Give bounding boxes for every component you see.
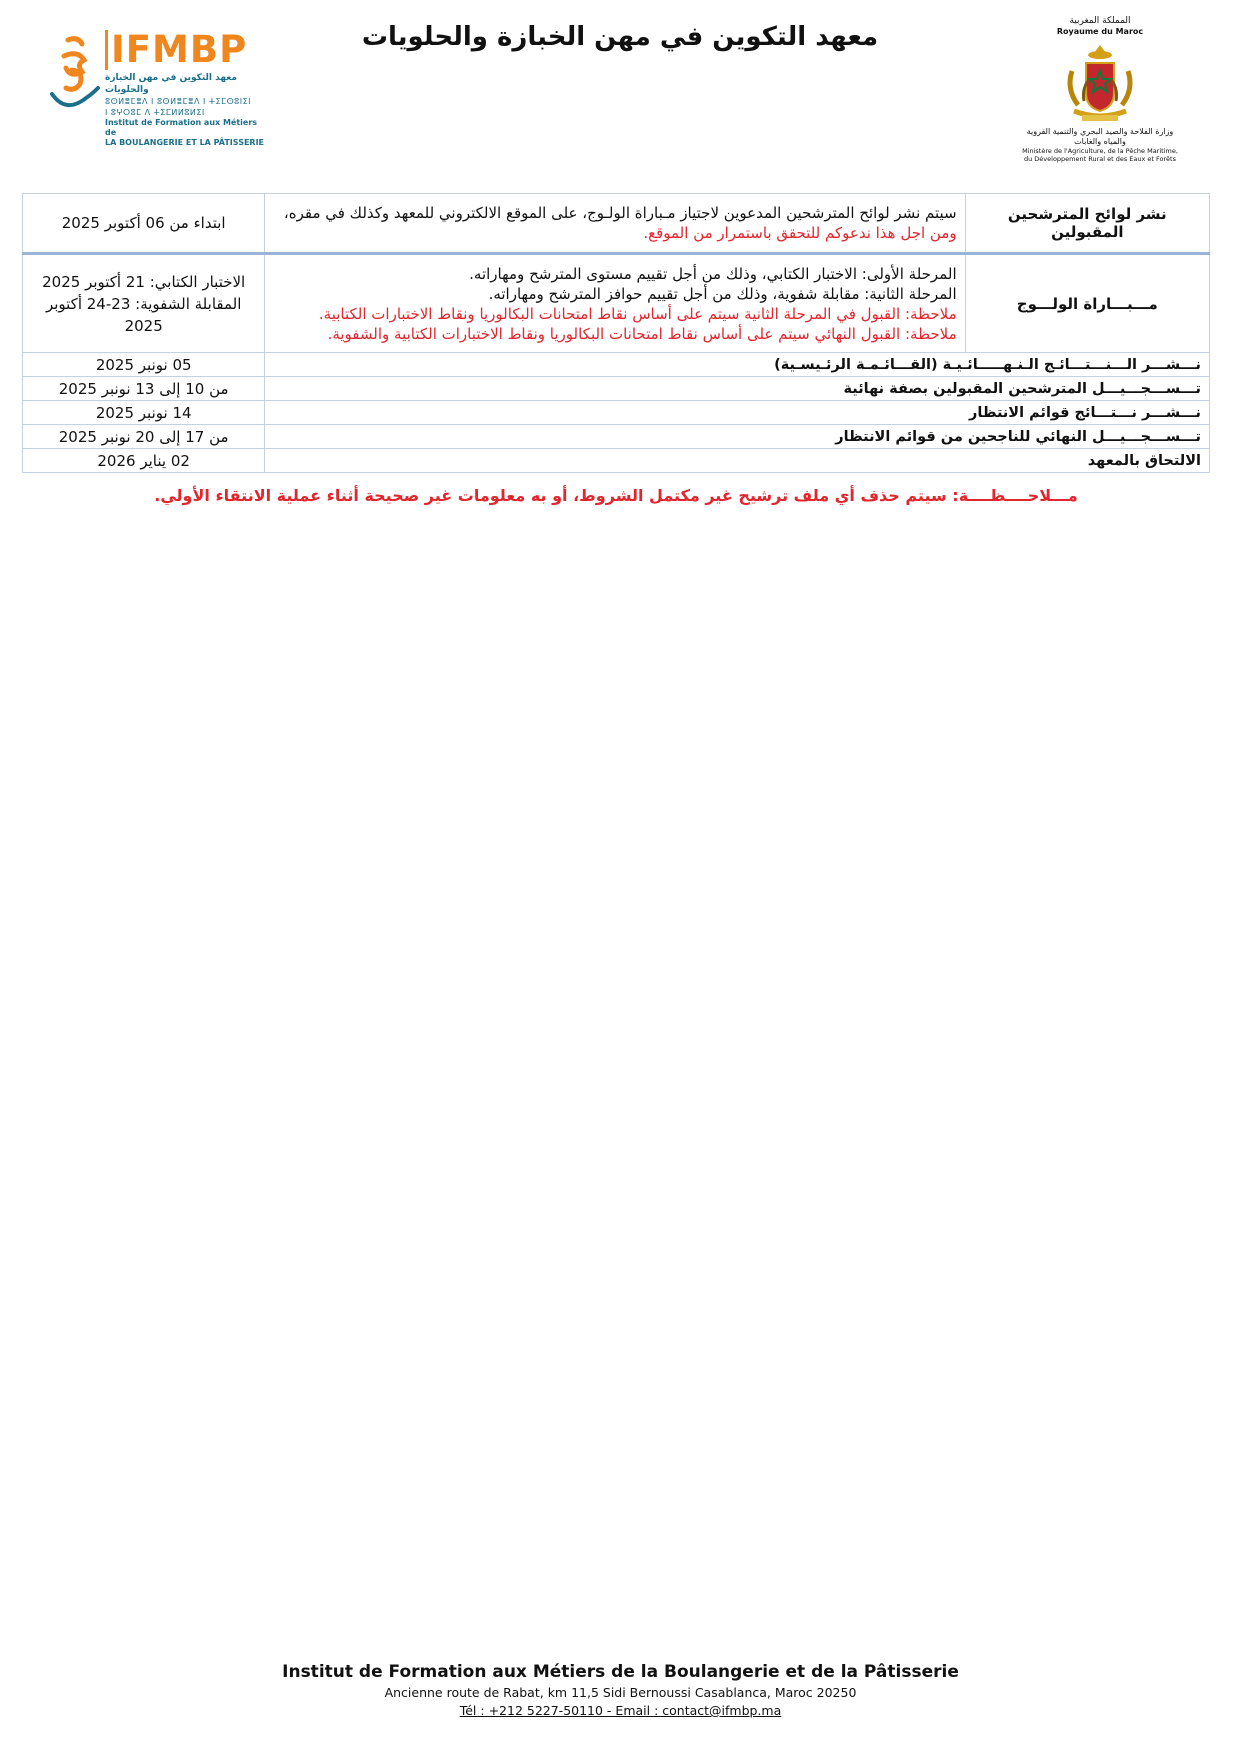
row-desc-publish-lists — [265, 194, 965, 254]
exam-stage-2: المرحلة الثانية: مقابلة شفوية، وذلك من أجل تقييم حوافز المترشح ومهاراته. — [488, 284, 957, 303]
page-title: معهد التكوين في مهن الخبازة والحلويات — [361, 22, 879, 52]
table-row — [23, 449, 1210, 473]
table-row — [23, 353, 1210, 377]
desc-text: سيتم نشر لوائح المترشحين المدعوين لاجتياز مـباراة الولـوج، على الموقع الالكتروني للمعهد وكذلك في مقره، — [283, 204, 957, 222]
admission-schedule-table — [22, 193, 1210, 473]
final-note: مـــلاحــــظــــة: سيتم حذف أي ملف ترشيح غير مكتمل الشروط، أو به معلومات غير صحيحة أثناء عملية الانتقاء الأولي. — [154, 486, 1078, 505]
logo-tifinagh-1: ⵓⵙⵍⴻⵎⴻⴷ ⵏ ⵓⵙⵍⴻⵎⴻⴷ ⵏ ⵜⵉⵎⵙⵓⵏⵉⵏ — [105, 97, 252, 106]
emblem-french-ministry: Ministère de l'Agriculture, de la Pêche Maritime, du Développement Rural et des Eaux et Forêts — [1022, 147, 1178, 163]
footer-contact: Tél : +212 5227-50110 - Email : contact@ifmbp.ma — [459, 1703, 782, 1718]
footer-institute-name: Institut de Formation aux Métiers de la Boulangerie et de la Pâtisserie — [282, 1662, 959, 1682]
row-label-final-results: نـــشـــر الـــنـــتـــائـج الـنـهـــــائـيـة (القـــائـمـة الرئـيسـية) — [265, 353, 1210, 377]
footer-address: Ancienne route de Rabat, km 11,5 Sidi Bernoussi Casablanca, Maroc 20250 — [384, 1685, 857, 1700]
row-label-waitlist-results: نـــشـــر نـــتـــائج قوائم الانتظار — [265, 401, 1210, 425]
table-row — [23, 254, 1210, 353]
emblem-arabic-top: المملكة المغربية — [1069, 16, 1131, 26]
logo-brand: IFMBP — [105, 30, 265, 70]
ministry-emblem — [1020, 16, 1180, 163]
row-date-final-results: 05 نونبر 2025 — [23, 353, 265, 377]
morocco-coat-of-arms-icon — [1058, 41, 1142, 125]
logo-tifinagh-2: ⵏ ⵓⵖⵔⵓⵎ ⴷ ⵜⵉⵎⵍⵍⵓⵍⵉⵏ — [105, 108, 205, 117]
table-row — [23, 401, 1210, 425]
exam-date-written: الاختبار الكتابي: 21 أكتوبر 2025 — [42, 272, 246, 291]
row-label-exam: مـــبـــاراة الولـــوج — [965, 254, 1209, 353]
row-date-exam — [23, 254, 265, 353]
page-header — [0, 0, 1241, 170]
row-desc-exam — [265, 254, 965, 353]
emblem-arabic-ministry: وزارة الفلاحة والصيد البحري والتنمية القروية والمياه والغابات — [1026, 127, 1174, 146]
exam-note-1: ملاحظة: القبول في المرحلة الثانية سيتم على أساس نقاط امتحانات البكالوريا ونقاط الاختبارات الكتابية. — [318, 304, 957, 323]
row-label-joining: الالتحاق بالمعهد — [265, 449, 1210, 473]
logo-french-1: Institut de Formation aux Métiers de — [105, 118, 258, 137]
desc-red-text: ومن اجل هذا ندعوكم للتحقق باستمرار من الموقع. — [643, 224, 957, 242]
row-label-waitlist-registration: تـــســـجـــيـــل النهائي للناجحين من قوائم الانتظار — [265, 425, 1210, 449]
table-row — [23, 377, 1210, 401]
row-date-publish-lists: ابتداء من 06 أكتوبر 2025 — [23, 194, 265, 254]
page-footer — [0, 1660, 1241, 1720]
table-row — [23, 425, 1210, 449]
logo-arabic: معهد التكوين في مهن الخبازة والحلويات — [105, 73, 237, 95]
exam-date-oral: المقابلة الشفوية: 23-24 أكتوبر 2025 — [45, 294, 242, 335]
exam-stage-1: المرحلة الأولى: الاختبار الكتابي، وذلك من أجل تقييم مستوى المترشح ومهاراته. — [469, 264, 957, 283]
exam-note-2: ملاحظة: القبول النهائي سيتم على أساس نقاط امتحانات البكالوريا ونقاط الاختبارات الكتابية والشفوية. — [327, 324, 957, 343]
row-label-publish-lists: نشر لوائح المترشحين المقبولين — [965, 194, 1209, 254]
row-date-joining: 02 يناير 2026 — [23, 449, 265, 473]
row-date-final-registration: من 10 إلى 13 نونبر 2025 — [23, 377, 265, 401]
row-label-final-registration: تـــســـجـــيـــل المترشحين المقبولين بصفة نهائية — [265, 377, 1210, 401]
table-row — [23, 194, 1210, 254]
row-date-waitlist-registration: من 17 إلى 20 نونبر 2025 — [23, 425, 265, 449]
logo-french-2: LA BOULANGERIE ET LA PÂTISSERIE — [105, 138, 265, 147]
ifmbp-logo-icon — [50, 34, 102, 118]
emblem-french-top: Royaume du Maroc — [1056, 27, 1144, 36]
ifmbp-logo — [50, 28, 265, 147]
row-date-waitlist-results: 14 نونبر 2025 — [23, 401, 265, 425]
